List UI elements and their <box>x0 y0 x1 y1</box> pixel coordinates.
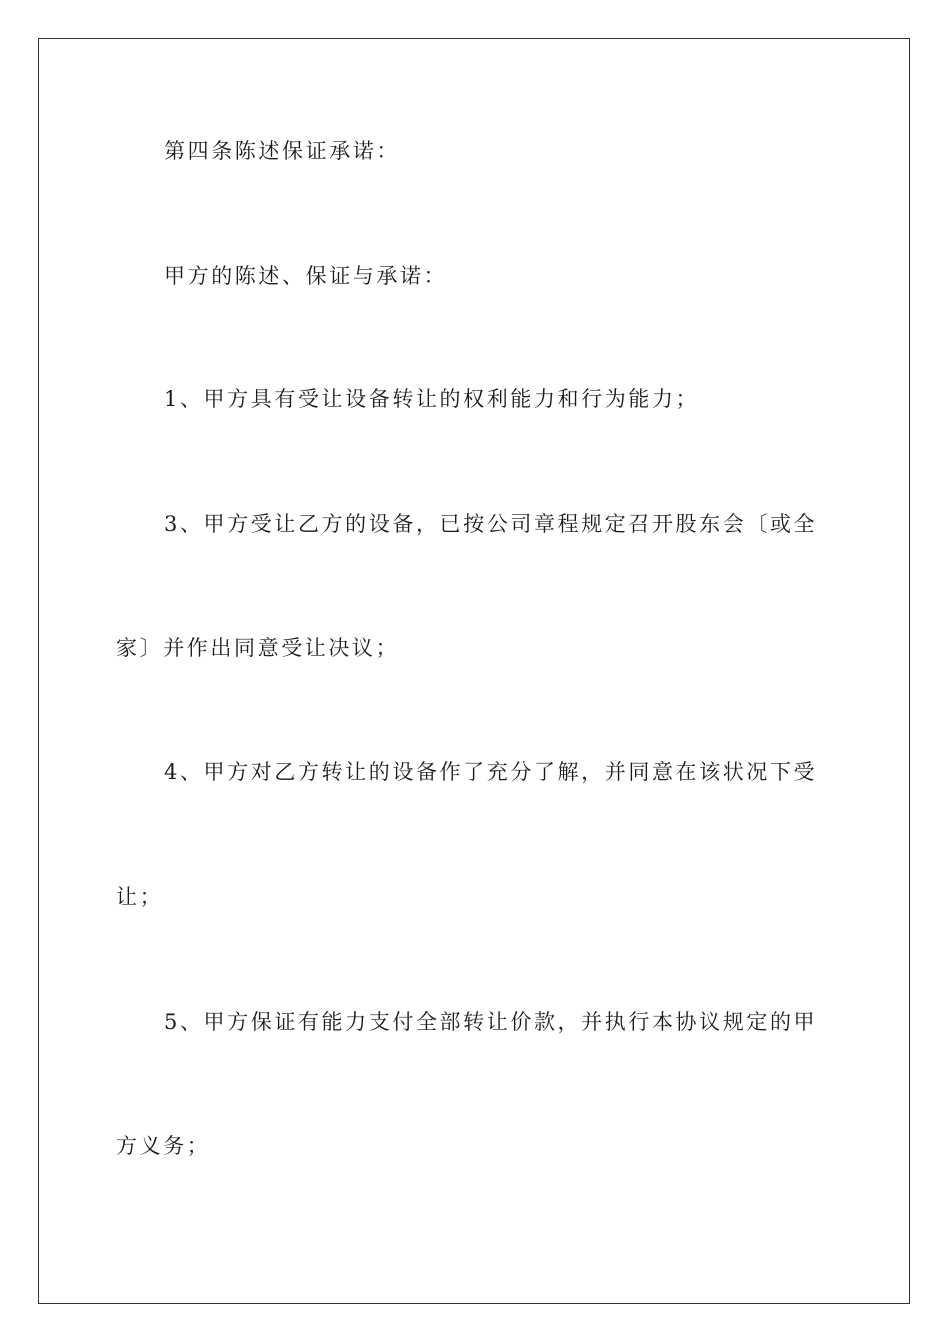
section-heading: 甲方的陈述、保证与承诺： <box>164 264 448 288</box>
page-border <box>38 38 910 1304</box>
clause-3-line-2: 家〕并作出同意受让决议； <box>116 636 400 660</box>
clause-5-line-1: 5、甲方保证有能力支付全部转让价款，并执行本协议规定的甲 <box>164 1010 818 1034</box>
clause-5-line-2: 方义务； <box>116 1134 211 1158</box>
clause-1: 1、甲方具有受让设备转让的权利能力和行为能力； <box>164 387 700 411</box>
clause-4-line-1: 4、甲方对乙方转让的设备作了充分了解，并同意在该状况下受 <box>164 760 818 784</box>
clause-4-line-2: 让； <box>116 885 164 909</box>
article-heading: 第四条陈述保证承诺： <box>164 139 400 163</box>
clause-3-line-1: 3、甲方受让乙方的设备，已按公司章程规定召开股东会〔或全 <box>164 512 818 536</box>
